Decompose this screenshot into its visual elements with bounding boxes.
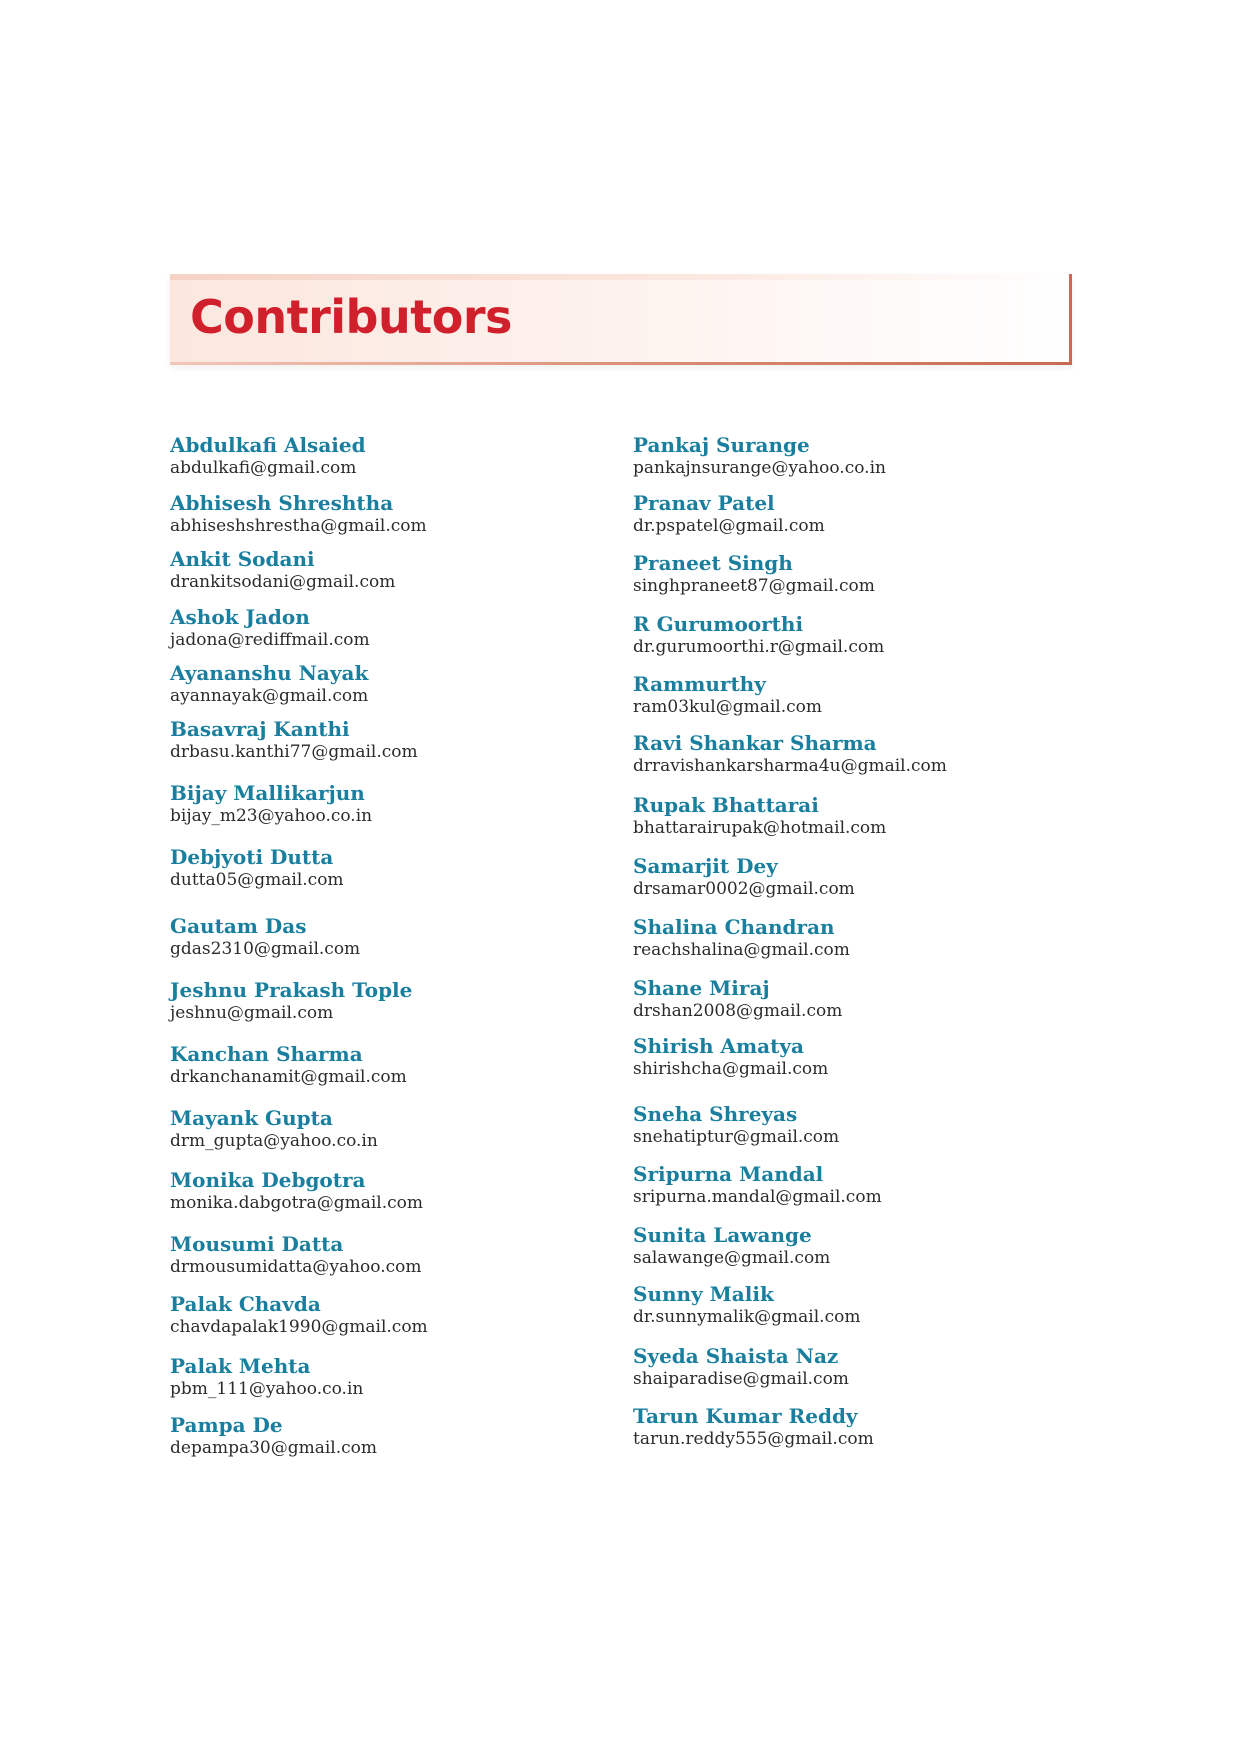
contributor-entry [170, 491, 428, 547]
contributor-name: Shalina Chandran [633, 915, 835, 939]
contributor-entry [170, 605, 428, 661]
contributor-entry [170, 845, 428, 914]
banner-right-rule [1069, 274, 1072, 365]
contributor-entry [633, 491, 947, 551]
contributor-entry [170, 1232, 428, 1292]
banner-top-accent [170, 274, 1072, 280]
contributor-entry [170, 914, 428, 978]
contributor-email: depampa30@gmail.com [170, 1438, 378, 1458]
contributor-email: tarun.reddy555@gmail.com [633, 1429, 874, 1449]
contributor-entry [170, 1413, 428, 1471]
contributor-email: sripurna.mandal@gmail.com [633, 1187, 882, 1207]
contributor-entry [633, 672, 947, 731]
contributor-email: salawange@gmail.com [633, 1248, 831, 1268]
contributor-name: Monika Debgotra [170, 1168, 366, 1192]
contributor-email: bhattarairupak@hotmail.com [633, 818, 887, 838]
contributor-name: Abhisesh Shreshtha [170, 491, 394, 515]
contributor-entry [170, 1292, 428, 1354]
contributor-name: Basavraj Kanthi [170, 717, 350, 741]
contributor-name: Rupak Bhattarai [633, 793, 819, 817]
contributor-email: dr.sunnymalik@gmail.com [633, 1307, 861, 1327]
contributor-email: dutta05@gmail.com [170, 870, 344, 890]
contributor-entry [170, 978, 428, 1042]
contributor-email: jeshnu@gmail.com [170, 1003, 334, 1023]
contributor-name: Sunny Malik [633, 1282, 774, 1306]
contributor-email: pankajnsurange@yahoo.co.in [633, 458, 886, 478]
contributor-email: gdas2310@gmail.com [170, 939, 361, 959]
contributor-entry [170, 433, 428, 491]
contributor-entry [633, 915, 947, 976]
contributor-entry [633, 1344, 947, 1404]
contributor-name: Jeshnu Prakash Tople [170, 978, 413, 1002]
contributor-name: R Gurumoorthi [633, 612, 804, 636]
contributor-name: Sripurna Mandal [633, 1162, 824, 1186]
contributor-name: Kanchan Sharma [170, 1042, 363, 1066]
title-banner [170, 274, 1072, 365]
contributor-email: abhiseshshrestha@gmail.com [170, 516, 427, 536]
contributor-email: drkanchanamit@gmail.com [170, 1067, 407, 1087]
contributor-name: Mayank Gupta [170, 1106, 333, 1130]
contributor-email: dr.gurumoorthi.r@gmail.com [633, 637, 885, 657]
contributor-name: Rammurthy [633, 672, 766, 696]
contributor-email: abdulkafi@gmail.com [170, 458, 357, 478]
contributor-entry [633, 612, 947, 672]
contributor-name: Ravi Shankar Sharma [633, 731, 877, 755]
contributor-name: Ankit Sodani [170, 547, 315, 571]
contributor-entry [633, 551, 947, 612]
contributor-name: Abdulkafi Alsaied [170, 433, 366, 457]
contributor-entry [633, 793, 947, 854]
contributor-email: drshan2008@gmail.com [633, 1001, 843, 1021]
contributor-entry [633, 1102, 947, 1162]
contributor-entry [633, 1404, 947, 1462]
contributors-right-column [633, 433, 947, 1462]
contributor-email: dr.pspatel@gmail.com [633, 516, 825, 536]
contributor-entry [170, 717, 428, 781]
contributor-entry [170, 781, 428, 845]
contributor-email: monika.dabgotra@gmail.com [170, 1193, 423, 1213]
contributor-name: Shirish Amatya [633, 1034, 804, 1058]
contributor-entry [633, 731, 947, 793]
contributor-name: Pranav Patel [633, 491, 775, 515]
contributor-email: drsamar0002@gmail.com [633, 879, 855, 899]
contributor-entry [170, 1042, 428, 1106]
contributor-email: drravishankarsharma4u@gmail.com [633, 756, 947, 776]
contributor-entry [633, 1282, 947, 1344]
contributor-entry [633, 1223, 947, 1282]
contributor-name: Gautam Das [170, 914, 307, 938]
contributor-entry [170, 1106, 428, 1168]
contributor-name: Debjyoti Dutta [170, 845, 334, 869]
contributor-email: drmousumidatta@yahoo.com [170, 1257, 422, 1277]
contributor-name: Syeda Shaista Naz [633, 1344, 839, 1368]
contributor-name: Sunita Lawange [633, 1223, 812, 1247]
contributor-email: shaiparadise@gmail.com [633, 1369, 849, 1389]
contributor-email: snehatiptur@gmail.com [633, 1127, 840, 1147]
contributor-entry [170, 661, 428, 717]
contributor-email: drbasu.kanthi77@gmail.com [170, 742, 418, 762]
contributor-email: chavdapalak1990@gmail.com [170, 1317, 428, 1337]
contributor-name: Sneha Shreyas [633, 1102, 798, 1126]
contributor-name: Ashok Jadon [170, 605, 310, 629]
contributor-email: drm_gupta@yahoo.co.in [170, 1131, 378, 1151]
banner-bottom-rule [170, 362, 1072, 365]
contributor-name: Palak Chavda [170, 1292, 321, 1316]
contributor-entry [633, 1162, 947, 1223]
contributor-email: reachshalina@gmail.com [633, 940, 850, 960]
contributor-entry [170, 547, 428, 605]
contributor-email: jadona@rediffmail.com [170, 630, 370, 650]
contributor-name: Bijay Mallikarjun [170, 781, 365, 805]
contributor-email: singhpraneet87@gmail.com [633, 576, 875, 596]
contributor-email: shirishcha@gmail.com [633, 1059, 829, 1079]
contributor-entry [633, 976, 947, 1034]
contributor-name: Shane Miraj [633, 976, 770, 1000]
contributor-name: Ayananshu Nayak [170, 661, 369, 685]
contributor-entry [633, 1034, 947, 1102]
contributor-name: Praneet Singh [633, 551, 793, 575]
contributor-name: Tarun Kumar Reddy [633, 1404, 858, 1428]
contributor-name: Pankaj Surange [633, 433, 810, 457]
contributor-name: Samarjit Dey [633, 854, 778, 878]
contributor-entry [170, 1168, 428, 1232]
contributor-email: ayannayak@gmail.com [170, 686, 369, 706]
contributors-left-column [170, 433, 428, 1471]
contributor-name: Mousumi Datta [170, 1232, 344, 1256]
contributor-name: Pampa De [170, 1413, 283, 1437]
contributor-entry [633, 854, 947, 915]
page-title: Contributors [190, 290, 512, 344]
contributor-email: drankitsodani@gmail.com [170, 572, 396, 592]
contributor-email: ram03kul@gmail.com [633, 697, 822, 717]
contributor-name: Palak Mehta [170, 1354, 311, 1378]
contributor-entry [170, 1354, 428, 1413]
contributor-entry [633, 433, 947, 491]
contributor-email: pbm_111@yahoo.co.in [170, 1379, 364, 1399]
contributor-email: bijay_m23@yahoo.co.in [170, 806, 373, 826]
